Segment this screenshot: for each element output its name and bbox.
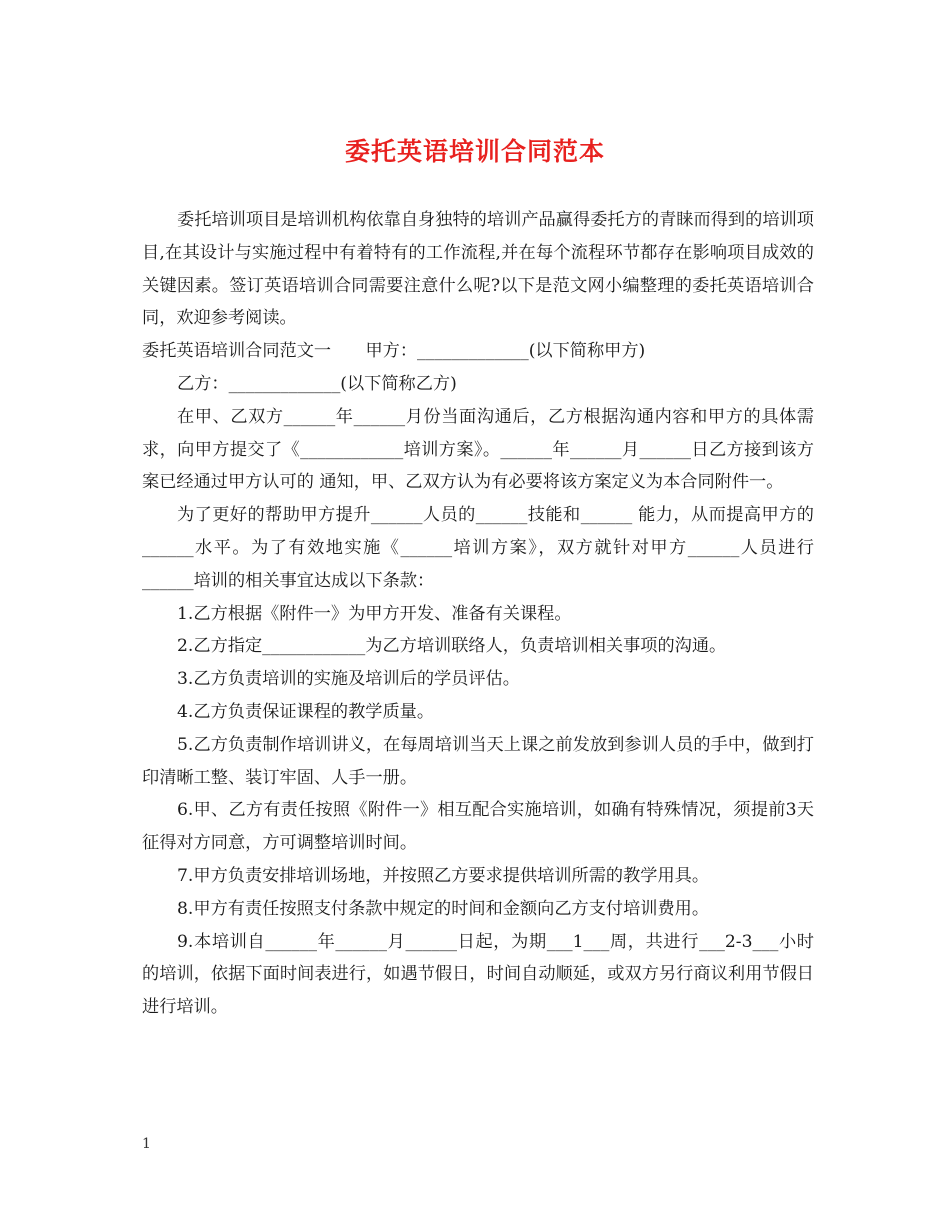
document-title: 委托英语培训合同范本 — [344, 137, 605, 166]
clause-2: 2.乙方指定____________为乙方培训联络人，负责培训相关事项的沟通。 — [177, 636, 727, 657]
clause-7: 7.甲方负责安排培训场地，并按照乙方要求提供培训所需的教学用具。 — [177, 865, 710, 886]
document-body — [142, 204, 814, 1024]
party-a-line: 委托英语培训合同范文一 甲方：_____________(以下简称甲方) — [142, 341, 646, 362]
clause-1: 1.乙方根据《附件一》为甲方开发、准备有关课程。 — [177, 603, 572, 624]
purpose-paragraph: 为了更好的帮助甲方提升______人员的______技能和______ 能力，从而提高甲方的______水平。为了有效地实施《______培训方案》，双方就针对甲方______人员进行______培训的相关事宜达成以下条款： — [142, 505, 814, 591]
page-number: 1 — [142, 1136, 151, 1152]
intro-paragraph: 委托培训项目是培训机构依靠自身独特的培训产品赢得委托方的青睐而得到的培训项目,在其设计与实施过程中有着特有的工作流程,并在每个流程环节都存在影响项目成效的关键因素。签订英语培训合同需要注意什么呢?以下是范文网小编整理的委托英语培训合同，欢迎参考阅读。 — [142, 210, 814, 329]
party-b-line: 乙方：_____________(以下简称乙方) — [177, 373, 457, 394]
clause-6: 6.甲、乙方有责任按照《附件一》相互配合实施培训，如确有特殊情况，须提前3天征得对方同意，方可调整培训时间。 — [142, 800, 814, 854]
clause-9: 9.本培训自______年______月______日起，为期___1___周，共进行___2-3___小时的培训，依据下面时间表进行，如遇节假日，时间自动顺延，或双方另行商议利用节假日进行培训。 — [142, 931, 814, 1018]
clause-8: 8.甲方有责任按照支付条款中规定的时间和金额向乙方支付培训费用。 — [177, 898, 710, 919]
background-paragraph: 在甲、乙双方______年______月份当面沟通后，乙方根据沟通内容和甲方的具体需求，向甲方提交了《____________培训方案》。______年______月______日乙方接到该方案已经通过甲方认可的 通知，甲、乙双方认为有必要将该方案定义为本合同附件一。 — [142, 406, 814, 493]
clause-4: 4.乙方负责保证课程的教学质量。 — [177, 701, 435, 722]
clause-5: 5.乙方负责制作培训讲义，在每周培训当天上课之前发放到参训人员的手中，做到打印清晰工整、装订牢固、人手一册。 — [142, 734, 814, 788]
clause-3: 3.乙方负责培训的实施及培训后的学员评估。 — [177, 669, 520, 690]
